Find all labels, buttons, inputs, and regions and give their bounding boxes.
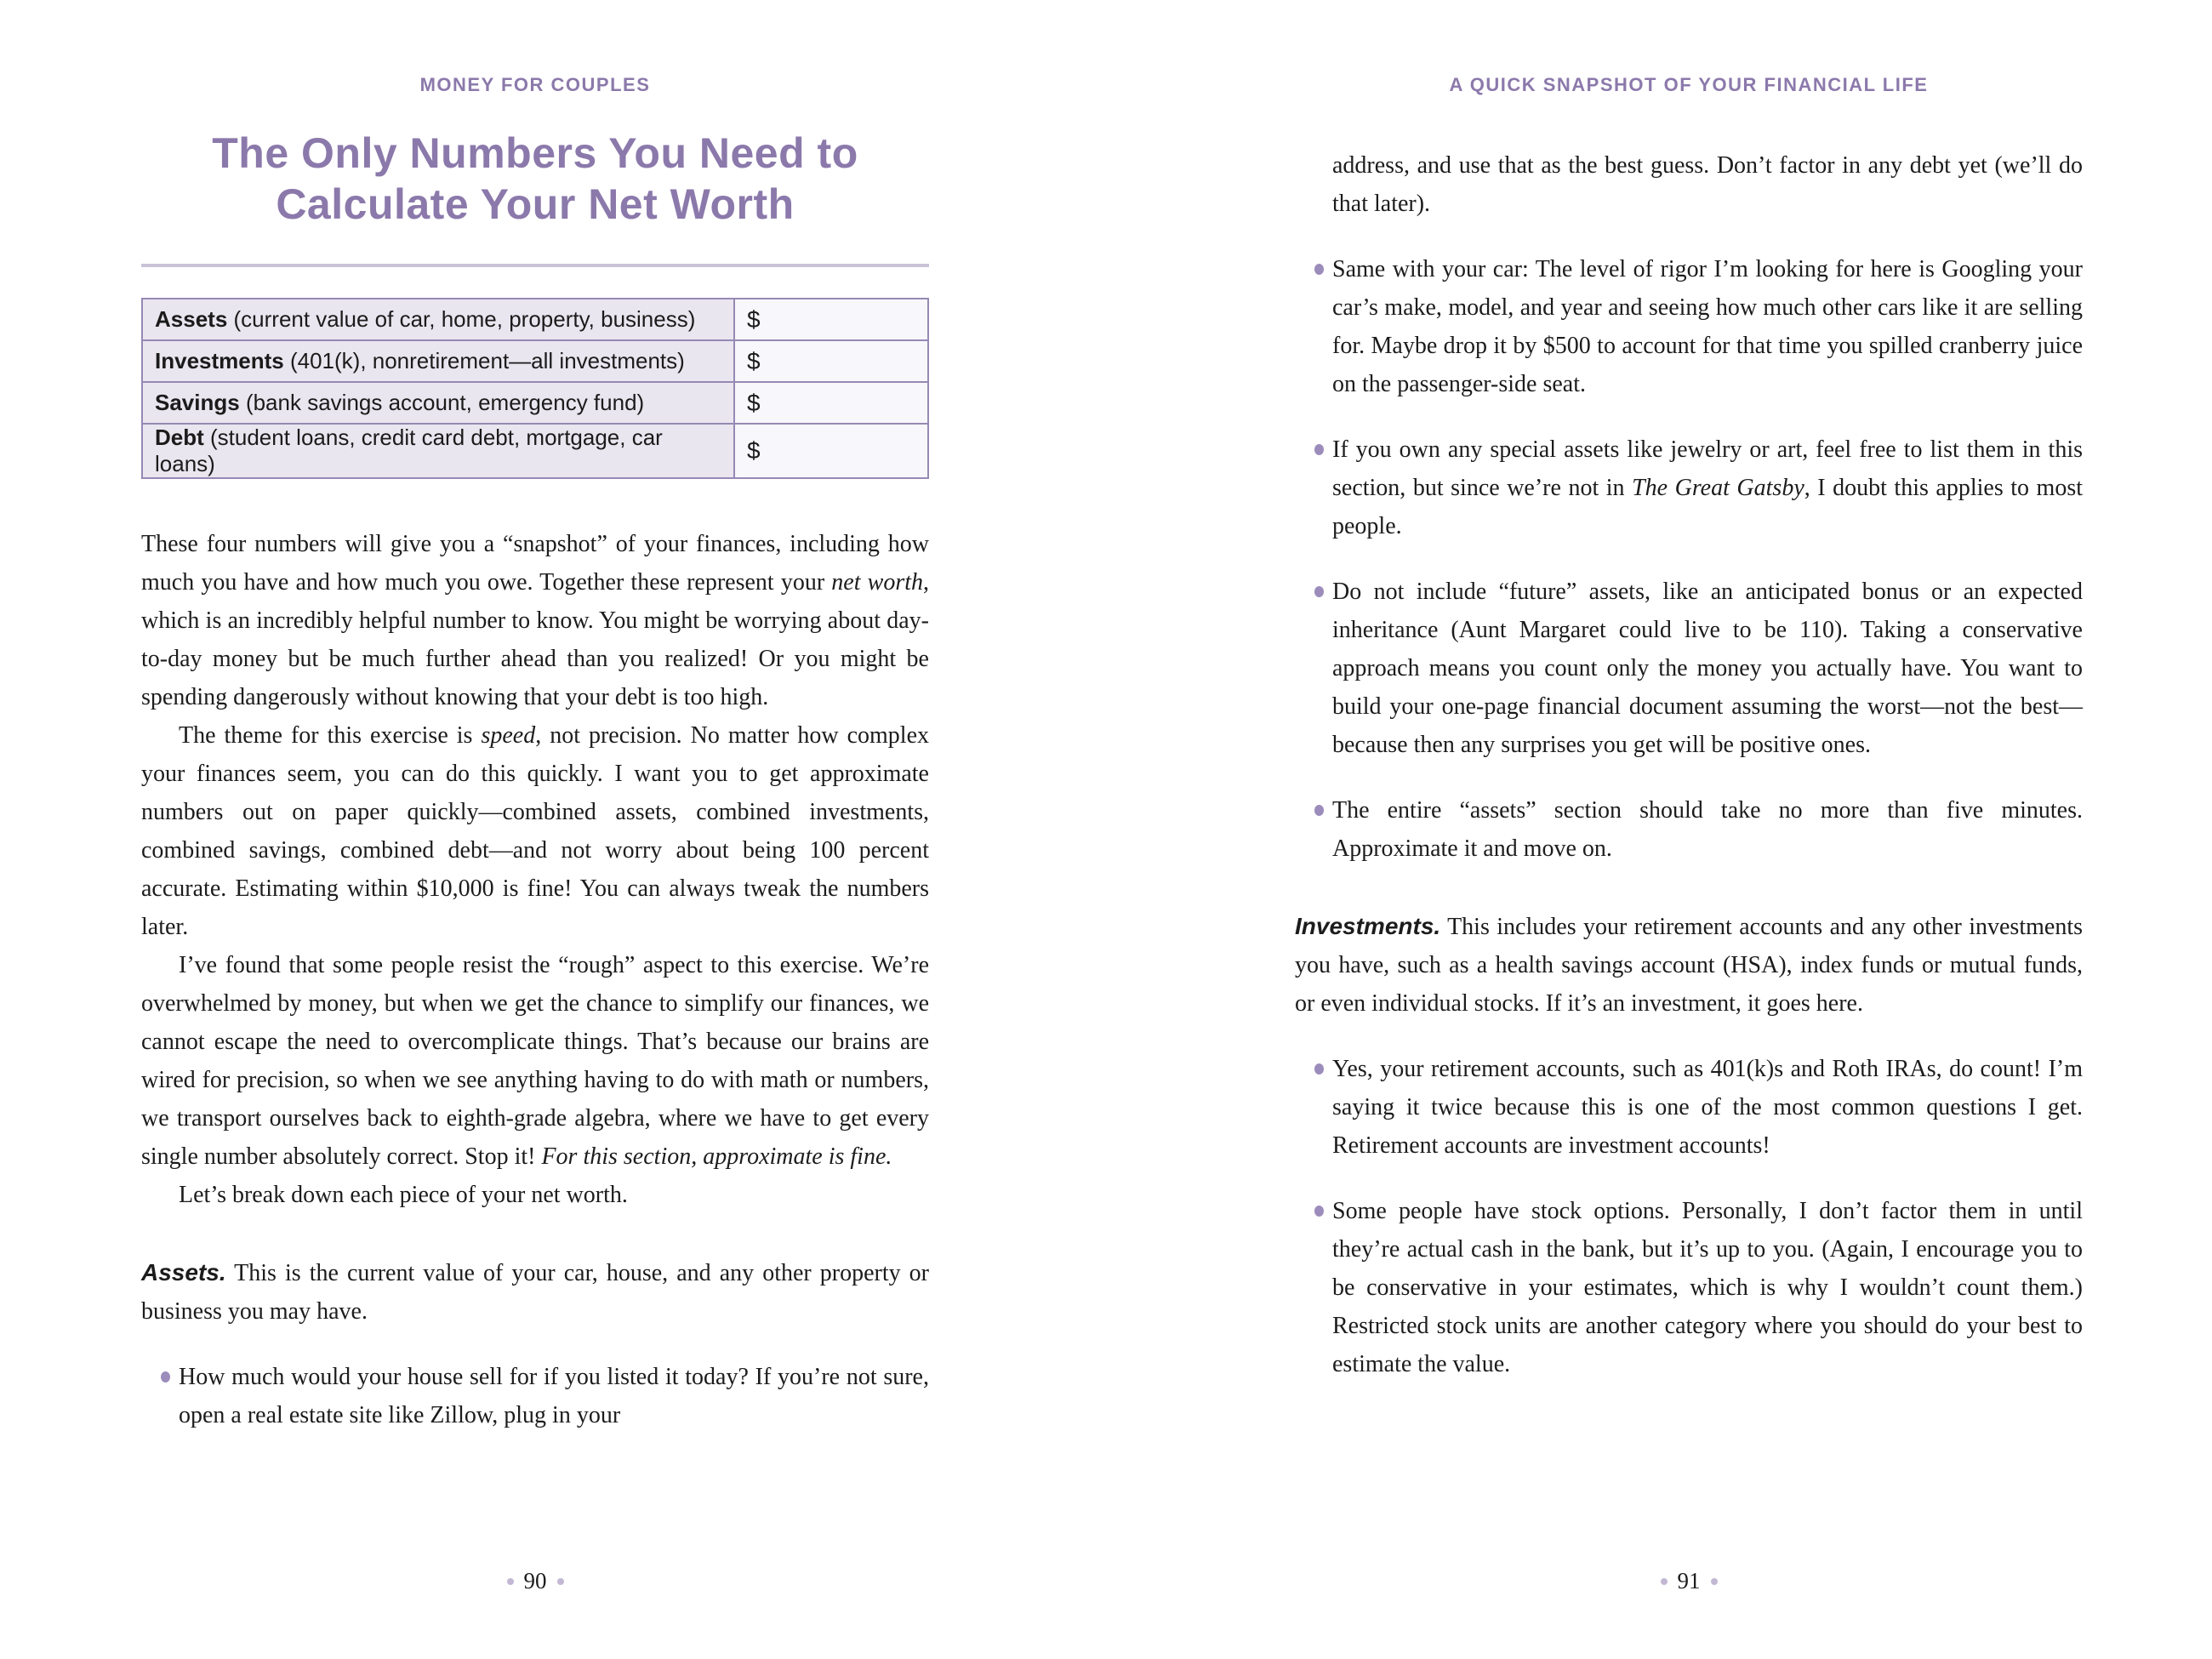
- bullet-item: [1295, 1050, 2083, 1165]
- row-desc: (bank savings account, emergency fund): [239, 390, 645, 415]
- italic-text: net worth: [831, 569, 923, 596]
- bullet-text: [1332, 1050, 2083, 1165]
- paragraph: [141, 525, 929, 716]
- bullet-dot-icon: [161, 1371, 170, 1382]
- bullet-item: [1295, 430, 2083, 545]
- net-worth-table: [141, 298, 929, 479]
- body-text-right: [1295, 146, 2083, 1383]
- bullet-dot-icon: [1314, 444, 1324, 455]
- text-run: The theme for this exercise is: [179, 722, 482, 749]
- table-row: [142, 299, 928, 340]
- text-run: Same with your car: The level of rigor I’m looking for here is Googling your car’s make, model, and year and seeing how much other cars like it are selling for. Maybe drop it by $500 to account for that time you spilled cranberry juice on the passenger-side seat.: [1332, 256, 2083, 397]
- text-run: This is the current value of your car, house, and any other property or business you may have.: [141, 1260, 929, 1325]
- text-run: How much would your house sell for if you listed it today? If you’re not sure, open a real estate site like Zillow, plug in your: [179, 1364, 929, 1428]
- text-run: Yes, your retirement accounts, such as 401(k)s and Roth IRAs, do count! I’m saying it twice because this is one of the most common questions I get. Retirement accounts are investment accounts!: [1332, 1056, 2083, 1159]
- paragraph: [1332, 146, 2083, 223]
- paragraph: [1295, 907, 2083, 1023]
- text-run: I’ve found that some people resist the “rough” aspect to this exercise. We’re overwhelmed by money, but when we get the chance to simplify our finances, we cannot escape the need to overcomplicate things. That’s because our brains are wired for precision, so when we see anything having to do with math or numbers, we transport ourselves back to eighth-grade algebra, where we have to get every single number absolutely correct. Stop it!: [141, 952, 929, 1170]
- bullet-item: [1295, 1192, 2083, 1383]
- page-footer-right: [1295, 1567, 2083, 1594]
- bullet-dot-icon: [1314, 586, 1324, 597]
- table-row: [142, 424, 928, 478]
- right-page: [1295, 0, 2083, 1659]
- bullet-dot-icon: [1314, 805, 1324, 816]
- italic-text: speed: [481, 722, 536, 749]
- row-value: $: [734, 340, 928, 382]
- row-value: $: [734, 299, 928, 340]
- body-text-left: [141, 525, 929, 1434]
- page-title-line-1: The Only Numbers You Need to: [212, 129, 858, 177]
- row-label: [142, 340, 734, 382]
- bullet-text: [1332, 573, 2083, 764]
- italic-text: For this section, approximate is fine.: [541, 1143, 892, 1170]
- row-term: Debt: [155, 425, 204, 450]
- bullet-text: [1332, 250, 2083, 403]
- text-run: If you own any special assets like jewelry or art, feel free to list them in this section, but since we’re not in: [1332, 436, 2083, 501]
- running-head-left: MONEY FOR COUPLES: [419, 74, 651, 95]
- bullet-text: [1332, 1192, 2083, 1383]
- row-label: [142, 424, 734, 478]
- left-page: [141, 0, 929, 1659]
- footer-dot-icon: [1711, 1578, 1718, 1585]
- footer-dot-icon: [557, 1578, 564, 1585]
- row-value: $: [734, 382, 928, 424]
- bullet-text: [1332, 791, 2083, 868]
- running-head-right: A QUICK SNAPSHOT OF YOUR FINANCIAL LIFE: [1449, 74, 1929, 95]
- table-row: [142, 382, 928, 424]
- footer-dot-icon: [507, 1578, 514, 1585]
- table-row: [142, 340, 928, 382]
- footer-dot-icon: [1661, 1578, 1668, 1585]
- row-desc: (student loans, credit card debt, mortgage, car loans): [155, 425, 663, 476]
- section-lead: Investments.: [1295, 913, 1441, 939]
- row-term: Investments: [155, 348, 284, 373]
- row-desc: (401(k), nonretirement—all investments): [283, 348, 685, 373]
- row-value: $: [734, 424, 928, 478]
- bullet-dot-icon: [1314, 264, 1324, 275]
- page-number: 90: [523, 1568, 547, 1593]
- paragraph: [141, 1176, 929, 1214]
- bullet-item: [1295, 250, 2083, 403]
- text-run: , I doubt this applies to most people.: [1332, 475, 2084, 539]
- paragraph: [141, 716, 929, 946]
- text-run: This includes your retirement accounts and any other investments you have, such as a health savings account (HSA), index funds or mutual funds, or even individual stocks. If it’s an investment, it goes here.: [1295, 914, 2083, 1017]
- section-lead: Assets.: [141, 1259, 226, 1286]
- text-run: These four numbers will give you a “snapshot” of your finances, including how much you have and how much you owe. Together these represent your: [141, 531, 929, 596]
- page-title-line-2: Calculate Your Net Worth: [276, 180, 795, 228]
- text-run: Let’s break down each piece of your net worth.: [179, 1182, 628, 1208]
- text-run: , which is an incredibly helpful number to know. You might be worrying about day-to-day money but be much further ahead than you realized! Or you might be spending dangerously without knowing that your debt is too high.: [141, 569, 929, 710]
- page-title: [141, 128, 929, 230]
- row-term: Savings: [155, 390, 240, 415]
- text-run: Some people have stock options. Personally, I don’t factor them in until they’re actual cash in the bank, but it’s up to you. (Again, I encourage you to be conservative in your estimates, which is why I wouldn’t count them.) Restricted stock units are another category where you should do your best to estimate the value.: [1332, 1198, 2083, 1377]
- text-run: , not precision. No matter how complex your finances seem, you can do this quickly. I want you to get approximate numbers out on paper quickly—combined assets, combined investments, combined savings, combined debt—and not worry about being 100 percent accurate. Estimating within $10,000 is fine! You can always tweak the numbers later.: [141, 722, 929, 940]
- row-term: Assets: [155, 306, 228, 332]
- text-run: Do not include “future” assets, like an anticipated bonus or an expected inheritance (Aunt Margaret could live to be 110). Taking a conservative approach means you count only the money you actually have. You want to build your one-page financial document assuming the worst—not the best—because then any surprises you get will be positive ones.: [1332, 579, 2083, 758]
- bullet-item: [1295, 791, 2083, 868]
- text-run: address, and use that as the best guess. Don’t factor in any debt yet (we’ll do that later).: [1332, 152, 2083, 217]
- row-label: [142, 382, 734, 424]
- bullet-text: [179, 1358, 929, 1434]
- text-run: The entire “assets” section should take no more than five minutes. Approximate it and move on.: [1332, 797, 2083, 862]
- section-divider: [141, 264, 929, 267]
- row-label: [142, 299, 734, 340]
- page-number: 91: [1677, 1568, 1701, 1593]
- bullet-dot-icon: [1314, 1206, 1324, 1217]
- bullet-text: [1332, 430, 2083, 545]
- bullet-item: [1295, 573, 2083, 764]
- row-desc: (current value of car, home, property, business): [227, 306, 696, 332]
- paragraph: [141, 1253, 929, 1331]
- italic-text: The Great Gatsby: [1632, 475, 1804, 501]
- paragraph: [141, 946, 929, 1176]
- bullet-item: [141, 1358, 929, 1434]
- page-footer-left: [141, 1567, 929, 1594]
- bullet-dot-icon: [1314, 1063, 1324, 1075]
